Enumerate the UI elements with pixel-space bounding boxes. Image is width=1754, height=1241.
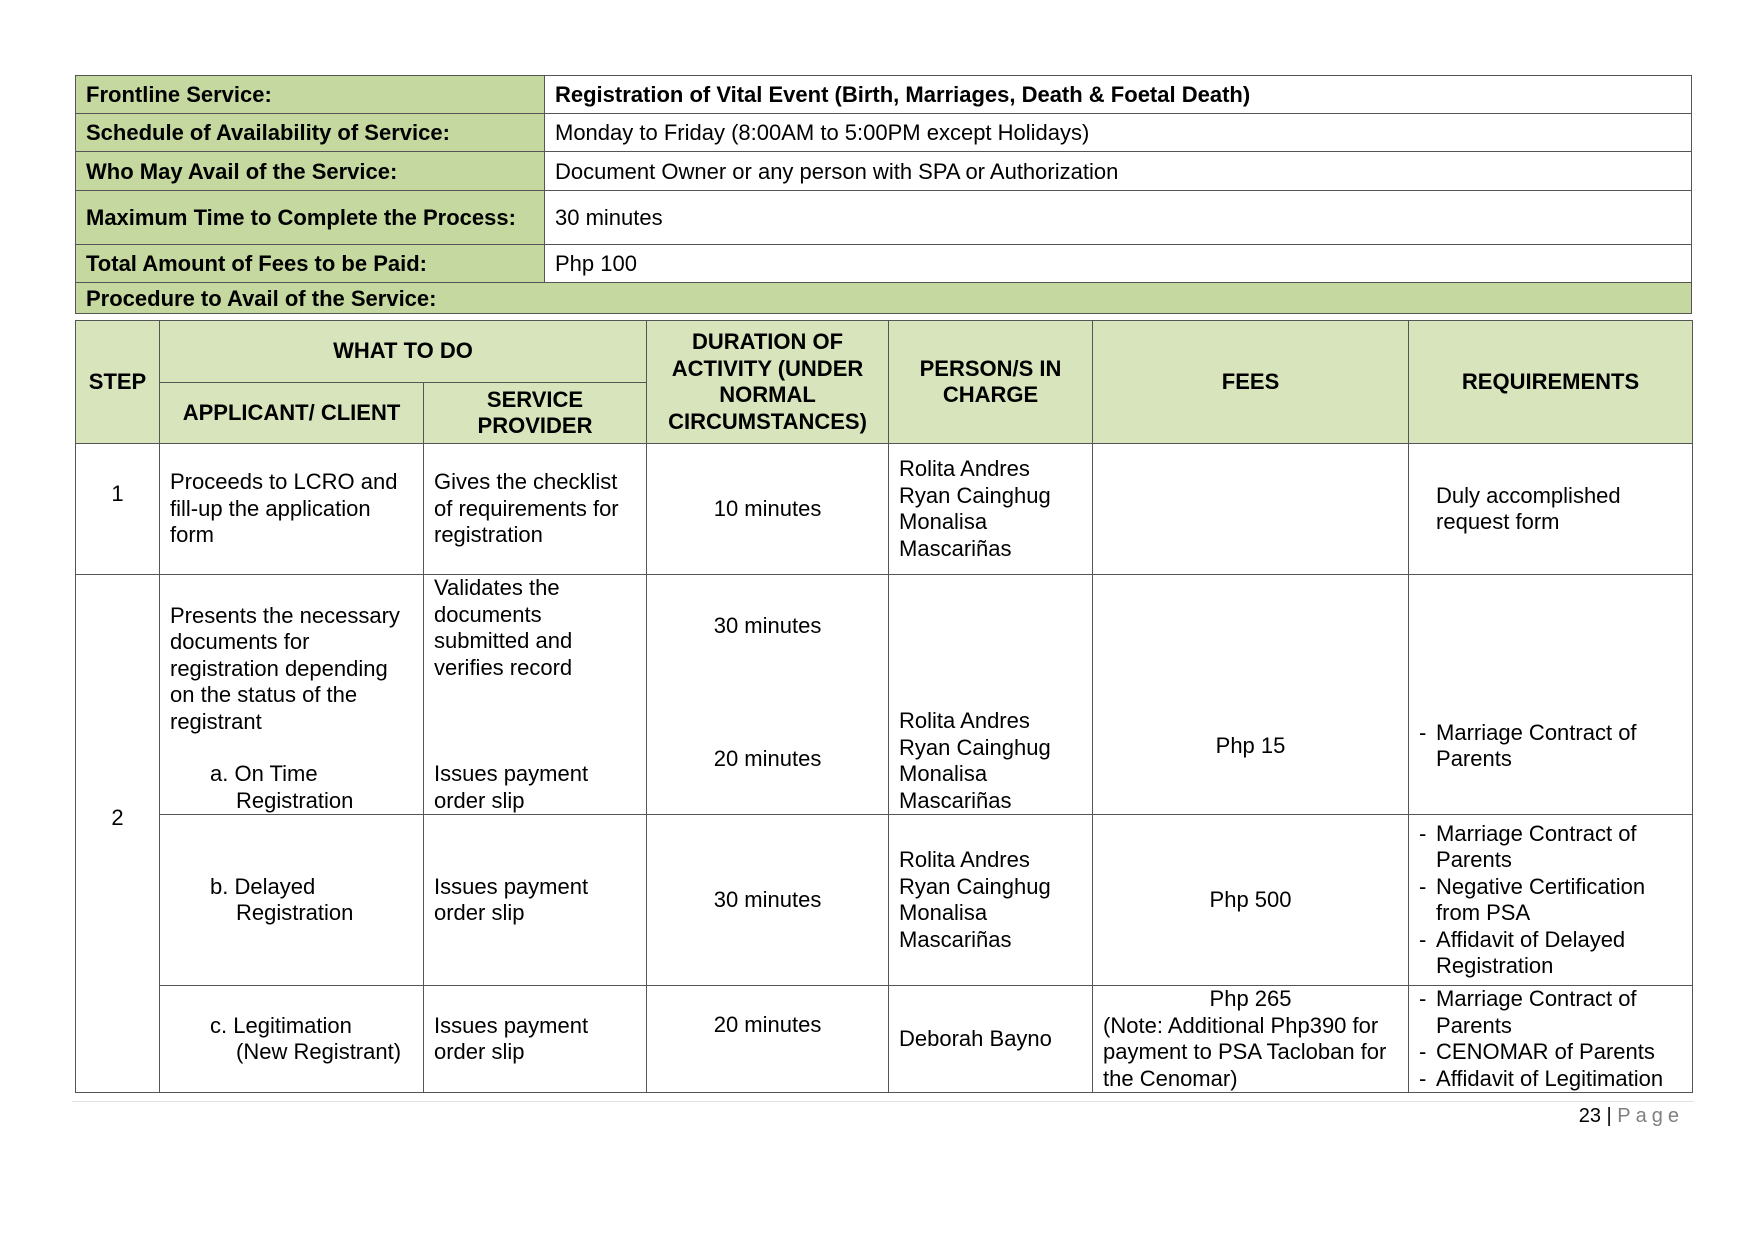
person-name: Monalisa bbox=[899, 900, 988, 925]
procedure-table bbox=[75, 320, 1693, 1093]
step-row-1 bbox=[76, 444, 1693, 575]
duration-sub: 20 minutes bbox=[713, 745, 822, 771]
step-row-2b bbox=[76, 815, 1693, 986]
requirement-item: - Affidavit of Legitimation bbox=[1419, 1066, 1682, 1093]
fees-header: FEES bbox=[1093, 321, 1409, 444]
provider-action bbox=[424, 575, 647, 815]
info-value: Php 100 bbox=[545, 245, 1692, 283]
duration: 30 minutes bbox=[647, 815, 889, 986]
info-row bbox=[76, 76, 1692, 114]
duration bbox=[647, 575, 889, 815]
person-name: Mascariñas bbox=[899, 926, 1012, 952]
duration: 10 minutes bbox=[647, 444, 889, 575]
requirements bbox=[1409, 986, 1693, 1093]
sub-item-line: On Time bbox=[234, 761, 318, 786]
sub-item-line: Registration bbox=[236, 900, 354, 925]
info-value: Registration of Vital Event (Birth, Marriages, Death & Foetal Death) bbox=[545, 76, 1692, 114]
provider-action: Gives the checklist of requirements for registration bbox=[424, 444, 647, 575]
page-word: Page bbox=[1617, 1105, 1684, 1127]
person-name: Ryan Cainghug bbox=[899, 873, 1051, 899]
person-in-charge bbox=[889, 575, 1093, 815]
person-name: Mascariñas bbox=[899, 535, 1012, 561]
info-value: Document Owner or any person with SPA or Authorization bbox=[545, 152, 1692, 191]
step-number: 2 bbox=[76, 575, 160, 1093]
fees-amount: Php 265 bbox=[1209, 986, 1292, 1011]
fees bbox=[1093, 986, 1409, 1093]
step-row-2c bbox=[76, 986, 1693, 1093]
footer-divider bbox=[72, 1101, 1694, 1102]
spacer bbox=[657, 640, 878, 746]
spacer bbox=[434, 681, 636, 761]
fees: Php 15 bbox=[1093, 575, 1409, 815]
applicant-action: Proceeds to LCRO and fill-up the application form bbox=[160, 444, 424, 575]
requirements-list bbox=[1419, 986, 1682, 1092]
applicant-action bbox=[160, 986, 424, 1093]
person-header: PERSON/S IN CHARGE bbox=[889, 321, 1093, 444]
requirement-item: - Marriage Contract of Parents bbox=[1419, 821, 1682, 874]
duration: 20 minutes bbox=[647, 986, 889, 1093]
duration-intro: 30 minutes bbox=[713, 613, 822, 638]
info-row bbox=[76, 191, 1692, 245]
info-value: Monday to Friday (8:00AM to 5:00PM except Holidays) bbox=[545, 114, 1692, 152]
person-in-charge bbox=[889, 815, 1093, 986]
person-name: Deborah Bayno bbox=[899, 1025, 1052, 1051]
what-to-do-header: WHAT TO DO bbox=[160, 321, 647, 383]
info-row bbox=[76, 114, 1692, 152]
applicant-action bbox=[160, 815, 424, 986]
person-in-charge bbox=[889, 444, 1093, 575]
page-number: 23 bbox=[1578, 1105, 1601, 1127]
sub-item-line: Registration bbox=[236, 787, 354, 813]
sub-item-a bbox=[170, 761, 413, 814]
info-label: Who May Avail of the Service: bbox=[76, 152, 545, 191]
header-row bbox=[76, 321, 1693, 383]
fees: Php 500 bbox=[1093, 815, 1409, 986]
requirements-header: REQUIREMENTS bbox=[1409, 321, 1693, 444]
spacer bbox=[170, 735, 413, 761]
sub-item-letter: c. bbox=[210, 1012, 228, 1038]
procedure-row bbox=[76, 283, 1692, 314]
applicant-action bbox=[160, 575, 424, 815]
page-footer bbox=[1579, 1105, 1684, 1128]
step-header: STEP bbox=[76, 321, 160, 444]
sub-item-c bbox=[170, 1013, 413, 1066]
provider-sub-action: Issues payment order slip bbox=[434, 761, 589, 813]
person-name: Ryan Cainghug bbox=[899, 482, 1051, 508]
person-name: Rolita Andres bbox=[899, 847, 1030, 872]
requirements-list bbox=[1419, 720, 1682, 773]
provider-intro: Validates the documents submitted and verifies record bbox=[434, 575, 573, 680]
person-name: Mascariñas bbox=[899, 787, 1012, 813]
requirement-item: - CENOMAR of Parents bbox=[1419, 1039, 1682, 1066]
page-separator: | bbox=[1606, 1105, 1612, 1127]
person-name: Rolita Andres bbox=[899, 456, 1030, 481]
sub-item-b bbox=[170, 874, 413, 927]
requirement-item: - Marriage Contract of Parents bbox=[1419, 986, 1682, 1039]
person-name: Ryan Cainghug bbox=[899, 734, 1051, 760]
requirement-item: - Marriage Contract of Parents bbox=[1419, 720, 1682, 773]
applicant-header: APPLICANT/ CLIENT bbox=[160, 383, 424, 444]
applicant-intro: Presents the necessary documents for registration depending on the status of the registrant bbox=[170, 602, 400, 734]
fees bbox=[1093, 444, 1409, 575]
person-in-charge bbox=[889, 986, 1093, 1093]
provider-header: SERVICE PROVIDER bbox=[424, 383, 647, 444]
info-label: Schedule of Availability of Service: bbox=[76, 114, 545, 152]
duration-header: DURATION OF ACTIVITY (UNDER NORMAL CIRCUMSTANCES) bbox=[647, 321, 889, 444]
info-row bbox=[76, 152, 1692, 191]
procedure-label: Procedure to Avail of the Service: bbox=[76, 283, 1692, 314]
person-name: Monalisa bbox=[899, 761, 988, 786]
sub-item-line: Legitimation bbox=[233, 1012, 352, 1038]
requirements bbox=[1409, 815, 1693, 986]
service-info-table bbox=[75, 75, 1692, 314]
requirements-list bbox=[1419, 821, 1682, 980]
info-label: Maximum Time to Complete the Process: bbox=[76, 191, 545, 245]
person-name: Monalisa bbox=[899, 509, 988, 534]
fees-note: (Note: Additional Php390 for payment to PSA Tacloban for the Cenomar) bbox=[1103, 1012, 1387, 1091]
info-row bbox=[76, 245, 1692, 283]
requirement-item: - Affidavit of Delayed Registration bbox=[1419, 927, 1682, 980]
requirements bbox=[1409, 575, 1693, 815]
info-label: Total Amount of Fees to be Paid: bbox=[76, 245, 545, 283]
sub-item-line: Delayed bbox=[234, 873, 316, 899]
requirement-item: - Negative Certification from PSA bbox=[1419, 874, 1682, 927]
person-name: Rolita Andres bbox=[899, 708, 1030, 733]
step-number: 1 bbox=[76, 444, 160, 575]
sub-item-line: (New Registrant) bbox=[236, 1039, 402, 1064]
info-label: Frontline Service: bbox=[76, 76, 545, 114]
requirements: Duly accomplished request form bbox=[1409, 444, 1693, 575]
info-value: 30 minutes bbox=[545, 191, 1692, 245]
step-row-2a bbox=[76, 575, 1693, 815]
provider-action: Issues payment order slip bbox=[424, 815, 647, 986]
sub-item-letter: a. bbox=[210, 761, 229, 786]
provider-action: Issues payment order slip bbox=[424, 986, 647, 1093]
sub-item-letter: b. bbox=[210, 873, 229, 899]
